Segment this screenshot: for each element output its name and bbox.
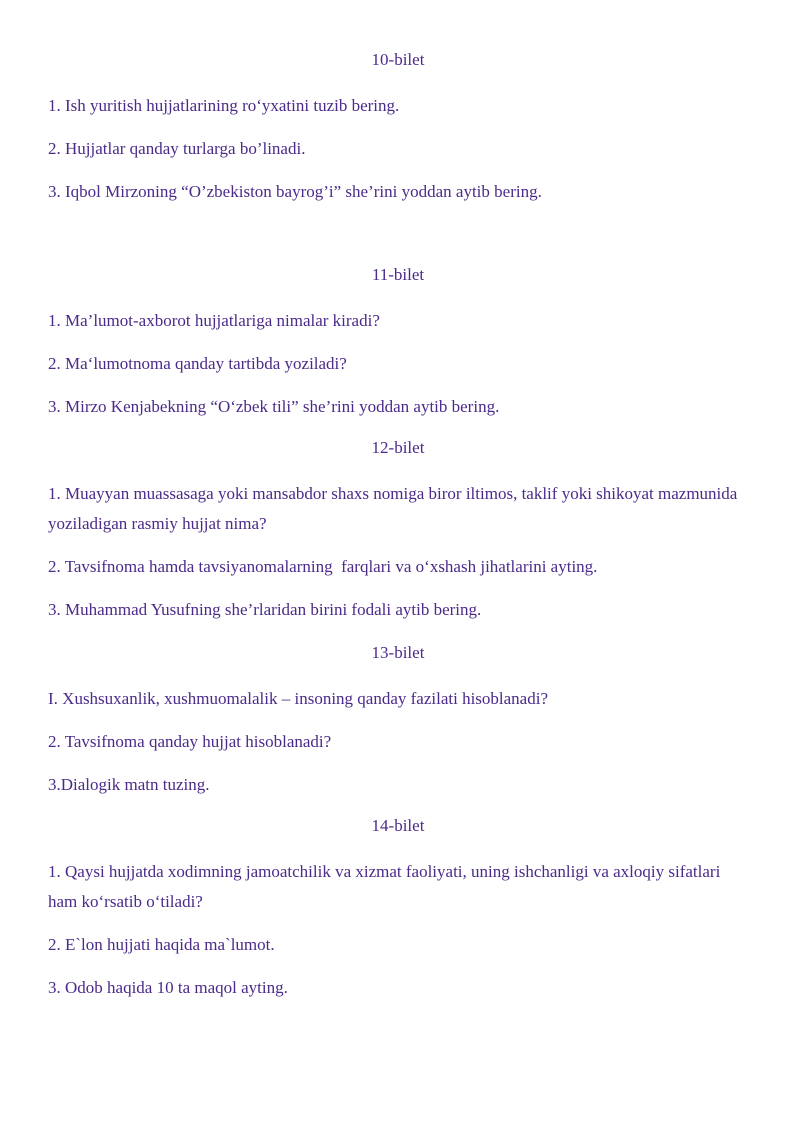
ticket-12	[48, 437, 748, 625]
ticket-title: 11-bilet	[371, 265, 425, 284]
ticket-11	[48, 264, 748, 422]
ticket-question: 1. Ish yuritish hujjatlarining ro‘yxatini tuzib bering.	[48, 96, 400, 115]
ticket-10	[48, 49, 748, 207]
ticket-title: 14-bilet	[371, 816, 425, 835]
ticket-13	[48, 642, 748, 800]
ticket-question: 2. E`lon hujjati haqida ma`lumot.	[48, 935, 275, 954]
ticket-question: 3. Iqbol Mirzoning “O’zbekiston bayrog’i” she’rini yoddan aytib bering.	[48, 182, 542, 201]
ticket-question: 2. Tavsifnoma hamda tavsiyanomalarning farqlari va o‘xshash jihatlarini ayting.	[48, 557, 598, 576]
ticket-14	[48, 815, 748, 1003]
ticket-question: I. Xushsuxanlik, xushmuomalalik – insoning qanday fazilati hisoblanadi?	[48, 689, 548, 708]
ticket-question: 3.Dialogik matn tuzing.	[48, 775, 210, 794]
ticket-question: 1. Qaysi hujjatda xodimning jamoatchilik va xizmat faoliyati, uning ishchanligi va axloqiy sifatlari ham ko‘rsatib o‘tiladi?	[48, 862, 725, 911]
ticket-question: 1. Ma’lumot-axborot hujjatlariga nimalar kiradi?	[48, 311, 380, 330]
ticket-question: 3. Muhammad Yusufning she’rlaridan birini fodali aytib bering.	[48, 600, 482, 619]
ticket-title: 12-bilet	[371, 438, 425, 457]
ticket-title: 13-bilet	[371, 643, 425, 662]
ticket-question: 2. Hujjatlar qanday turlarga bo’linadi.	[48, 139, 306, 158]
ticket-question: 2. Tavsifnoma qanday hujjat hisoblanadi?	[48, 732, 332, 751]
ticket-question: 1. Muayyan muassasaga yoki mansabdor shaxs nomiga biror iltimos, taklif yoki shikoyat mazmunida yoziladigan rasmiy hujjat nima?	[48, 484, 742, 533]
ticket-question: 3. Mirzo Kenjabekning “O‘zbek tili” she’rini yoddan aytib bering.	[48, 397, 500, 416]
ticket-question: 3. Odob haqida 10 ta maqol ayting.	[48, 978, 288, 997]
ticket-title: 10-bilet	[371, 50, 425, 69]
ticket-question: 2. Ma‘lumotnoma qanday tartibda yoziladi?	[48, 354, 347, 373]
